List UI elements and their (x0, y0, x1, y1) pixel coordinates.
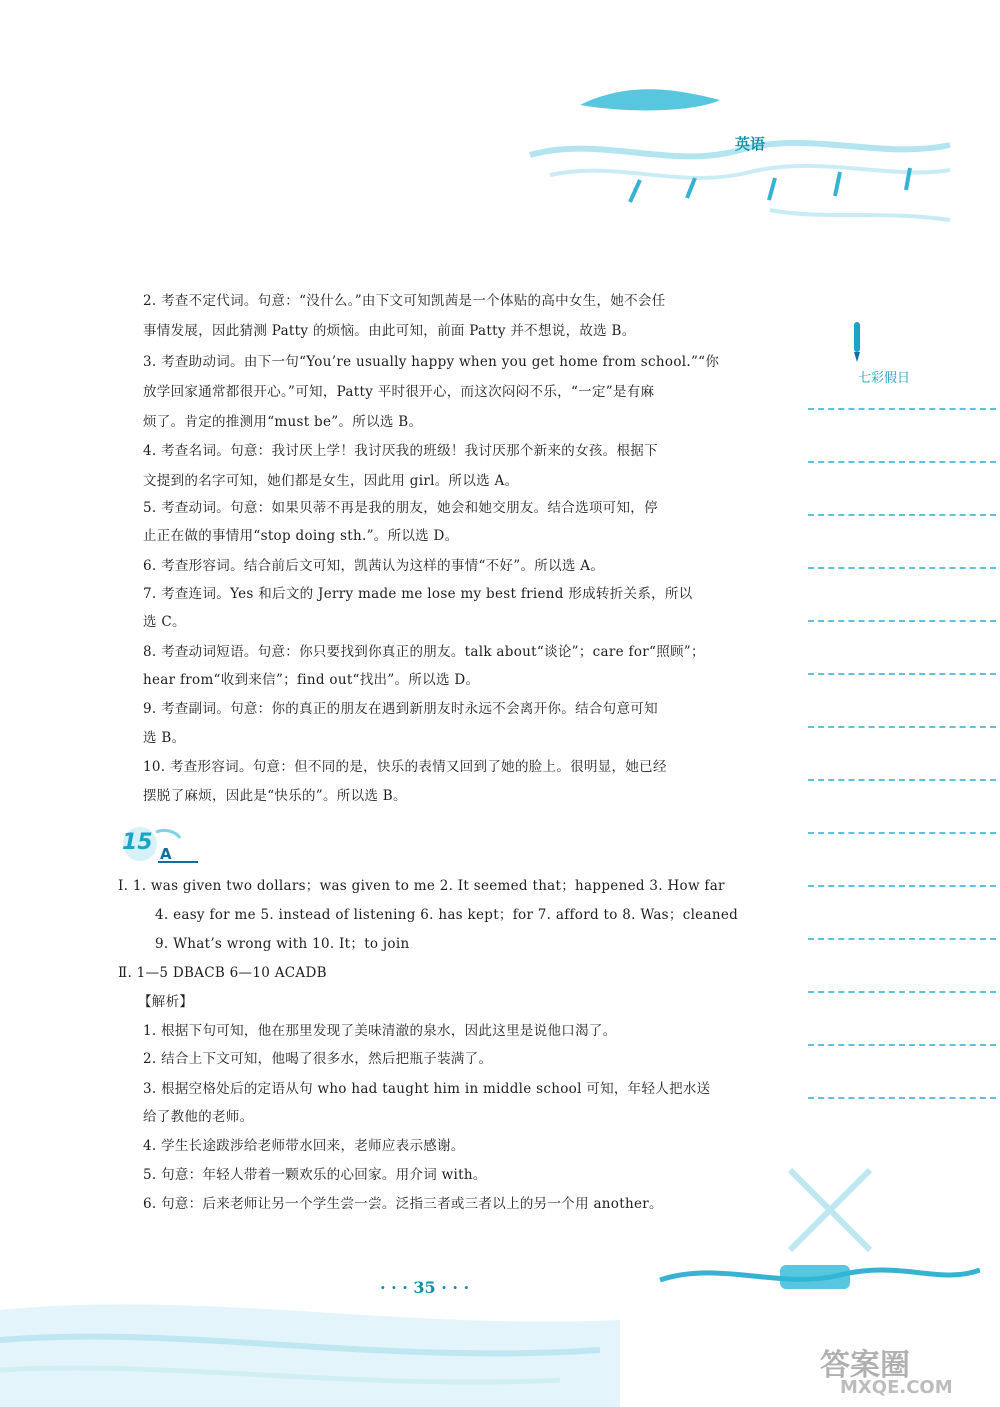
section-number: 15 (122, 830, 153, 855)
note-line (808, 1044, 996, 1046)
note-line (808, 991, 996, 993)
text-line: 6. 考查形容词。结合前后文可知，凯茜认为这样的事情“不好”。所以选 A。 (143, 558, 605, 574)
text-line: 3. 考查助动词。由下一句“You’re usually happy when you get home from school.”“你 (143, 354, 720, 370)
text-line: 事情发展，因此猜测 Patty 的烦恼。由此可知，前面 Patty 并不想说，故选 B。 (143, 323, 636, 339)
note-line (808, 1097, 996, 1099)
text-line: 【解析】 (138, 994, 194, 1010)
text-line: 3. 根据空格处后的定语从句 who had taught him in middle school 可知，年轻人把水送 (143, 1081, 711, 1097)
text-line: 止正在做的事情用“stop doing sth.”。所以选 D。 (143, 528, 459, 544)
section-letter: A (160, 845, 172, 863)
text-line: 给了教他的老师。 (143, 1109, 254, 1125)
text-line: 选 C。 (143, 614, 186, 630)
note-line (808, 461, 996, 463)
text-line: Ⅰ. 1. was given two dollars；was given to me 2. It seemed that；happened 3. How far (118, 878, 725, 894)
sidebar-label: 七彩假日 (858, 371, 911, 386)
text-line: 5. 句意：年轻人带着一颗欢乐的心回家。用介词 with。 (143, 1167, 487, 1183)
text-line: 6. 句意：后来老师让另一个学生尝一尝。泛指三者或三者以上的另一个用 another。 (143, 1196, 663, 1212)
text-line: 9. What’s wrong with 10. It；to join (155, 936, 410, 952)
watermark-logo: 答案圈 (820, 1348, 910, 1383)
text-line: 文提到的名字可知，她们都是女生，因此用 girl。所以选 A。 (143, 473, 519, 489)
note-line (808, 885, 996, 887)
note-line (808, 779, 996, 781)
text-line: 放学回家通常都很开心。”可知，Patty 平时很开心，而这次闷闷不乐，“一定”是有麻 (143, 384, 655, 400)
text-line: 烦了。肯定的推测用“must be”。所以选 B。 (143, 414, 423, 430)
note-line (808, 567, 996, 569)
text-line: 4. 学生长途跋涉给老师带水回来，老师应表示感谢。 (143, 1138, 465, 1154)
note-line (808, 726, 996, 728)
footer-decoration (640, 1160, 980, 1300)
pen-icon (848, 322, 866, 362)
note-line (808, 673, 996, 675)
text-line: 9. 考查副词。句意：你的真正的朋友在遇到新朋友时永远不会离开你。结合句意可知 (143, 701, 658, 717)
text-line: 8. 考查动词短语。句意：你只要找到你真正的朋友。talk about“谈论”；care for“照顾”； (143, 644, 705, 660)
text-line: 4. 考查名词。句意：我讨厌上学！我讨厌我的班级！我讨厌那个新来的女孩。根据下 (143, 443, 658, 459)
note-line (808, 620, 996, 622)
text-line: 10. 考查形容词。句意：但不同的是，快乐的表情又回到了她的脸上。很明显，她已经 (143, 759, 667, 775)
header-title: 英语 (735, 135, 766, 153)
note-line (808, 514, 996, 516)
note-line (808, 408, 996, 410)
text-line: Ⅱ. 1—5 DBACB 6—10 ACADB (118, 965, 327, 981)
text-line: 2. 结合上下文可知，他喝了很多水，然后把瓶子装满了。 (143, 1051, 493, 1067)
text-line: 5. 考查动词。句意：如果贝蒂不再是我的朋友，她会和她交朋友。结合选项可知，停 (143, 500, 658, 516)
text-line: 4. easy for me 5. instead of listening 6. has kept；for 7. afford to 8. Was；cleaned (155, 907, 739, 923)
note-line (808, 938, 996, 940)
text-line: hear from“收到来信”；find out“找出”。所以选 D。 (143, 672, 480, 688)
text-line: 2. 考查不定代词。句意：“没什么。”由下文可知凯茜是一个体贴的高中女生，她不会任 (143, 293, 666, 309)
text-line: 1. 根据下句可知，他在那里发现了美味清澈的泉水，因此这里是说他口渴了。 (143, 1023, 617, 1039)
note-line (808, 832, 996, 834)
text-line: 7. 考查连词。Yes 和后文的 Jerry made me lose my best friend 形成转折关系，所以 (143, 586, 693, 602)
text-line: 选 B。 (143, 730, 186, 746)
text-line: 摆脱了麻烦，因此是“快乐的”。所以选 B。 (143, 788, 407, 804)
watermark-url: MXQE.COM (840, 1377, 953, 1398)
page-number: · · · 35 · · · (380, 1278, 470, 1297)
